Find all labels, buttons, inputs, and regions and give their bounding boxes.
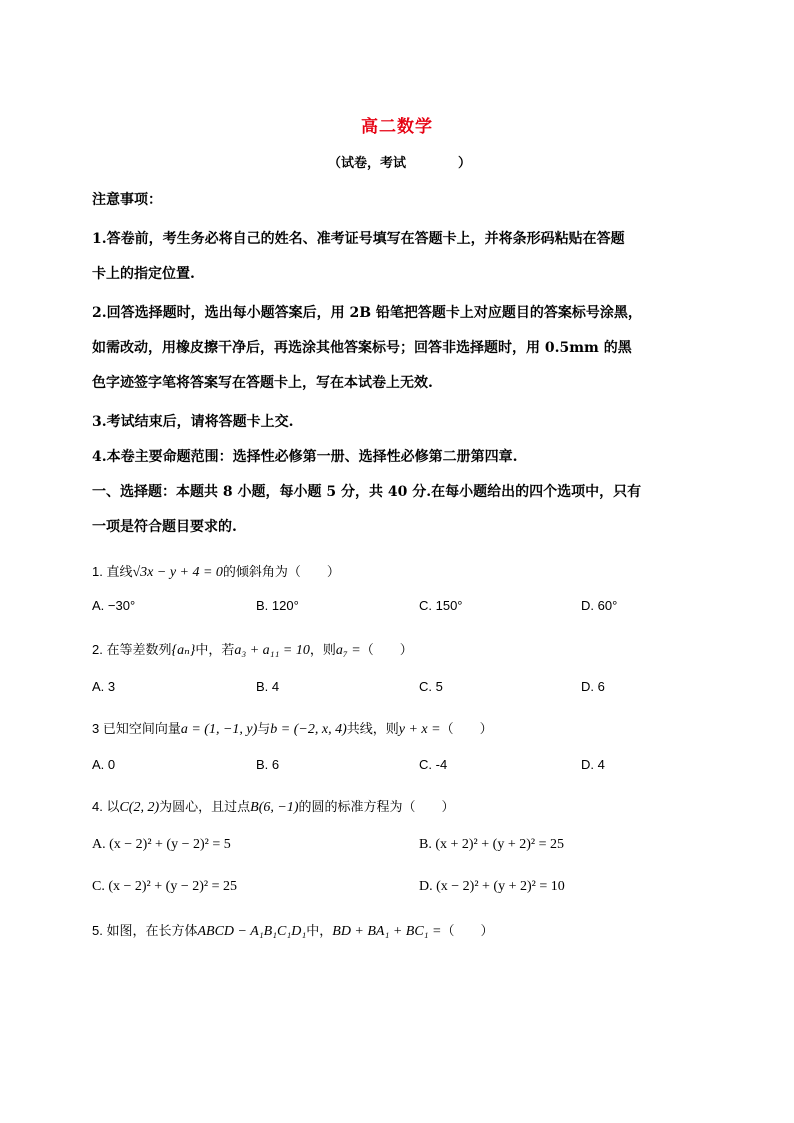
question-5 (92, 920, 494, 940)
option-d: D. 4 (581, 757, 605, 772)
question-formula: ABCD − A₁B₁C₁D₁ (197, 924, 307, 939)
option-d: D. (x − 2)² + (y + 2)² = 10 (419, 879, 565, 894)
section-instruction: 一、选择题：本题共 8 小题，每小题 5 分，共 40 分.在每小题给出的四个选项中，只有 (92, 484, 642, 500)
question-1 (92, 561, 340, 581)
question-formula: b = (−2, x, 4) (270, 722, 347, 737)
question-stem: 共线，则 (346, 721, 399, 736)
option-b: B. (x + 2)² + (y + 2)² = 25 (419, 837, 564, 852)
question-stem: 中，若 (195, 642, 235, 657)
option-a: A. 0 (92, 757, 116, 772)
question-stem: （ ） (441, 923, 494, 938)
question-formula: y + x = (398, 722, 441, 737)
option-b: B. 120° (256, 598, 299, 613)
page-subtitle (328, 152, 472, 171)
option-a: A. −30° (92, 598, 136, 613)
question-3 (92, 718, 493, 738)
question-formula: B(6, −1) (250, 800, 299, 815)
notice-heading: 注意事项： (92, 192, 162, 208)
option-c: C. (x − 2)² + (y − 2)² = 25 (92, 879, 237, 894)
option-a: A. (x − 2)² + (y − 2)² = 5 (92, 837, 231, 852)
question-stem: （ ） (440, 721, 493, 736)
question-formula: a = (1, −1, y) (180, 722, 258, 737)
option-b: B. 4 (256, 679, 280, 694)
notice-line: 卡上的指定位置. (92, 266, 195, 282)
question-stem: 与 (257, 721, 271, 736)
option-c: C. 5 (419, 679, 443, 694)
option-d: D. 6 (581, 679, 605, 694)
question-4 (92, 796, 455, 816)
option-b: B. 6 (256, 757, 280, 772)
question-stem: 的倾斜角为（ ） (222, 564, 340, 579)
question-stem: 为圆心，且过点 (159, 799, 251, 814)
notice-line: 4.本卷主要命题范围：选择性必修第一册、选择性必修第二册第四章. (92, 449, 518, 465)
question-formula: {aₙ} (171, 643, 196, 658)
page-title: 高二数学 (361, 117, 433, 137)
notice-line: 1.答卷前，考生务必将自己的姓名、准考证号填写在答题卡上，并将条形码粘贴在答题 (92, 231, 625, 247)
question-stem: ，则 (309, 642, 336, 657)
question-stem: 4. 以 (92, 799, 120, 814)
notice-line: 3.考试结束后，请将答题卡上交. (92, 414, 294, 430)
notice-line: 如需改动，用橡皮擦干净后，再选涂其他答案标号；回答非选择题时，用 0.5mm 的黑 (92, 340, 632, 356)
question-formula: C(2, 2) (119, 800, 160, 815)
question-stem: 2. 在等差数列 (92, 642, 172, 657)
subtitle-open: （试卷，考试 (328, 156, 407, 171)
question-formula: √3x − y + 4 = 0 (132, 565, 223, 580)
question-stem: 的圆的标准方程为（ ） (298, 799, 455, 814)
option-c: C. -4 (419, 757, 448, 772)
question-stem: 1. 直线 (92, 564, 133, 579)
question-formula: a₃ + a₁₁ = 10 (234, 643, 310, 658)
question-stem: （ ） (360, 642, 413, 657)
notice-line: 2.回答选择题时，选出每小题答案后，用 2B 铅笔把答题卡上对应题目的答案标号涂黑， (92, 305, 642, 321)
question-stem: 3 已知空间向量 (92, 721, 181, 736)
question-stem: 5. 如图，在长方体 (92, 923, 198, 938)
section-instruction: 一项是符合题目要求的. (92, 519, 237, 535)
subtitle-close: ） (458, 156, 472, 171)
question-formula: BD + BA₁ + BC₁ = (332, 924, 442, 939)
notice-line: 色字迹签字笔将答案写在答题卡上，写在本试卷上无效. (92, 375, 433, 391)
question-2 (92, 639, 413, 659)
option-a: A. 3 (92, 679, 116, 694)
question-formula: a₇ = (335, 643, 361, 658)
option-c: C. 150° (419, 598, 463, 613)
option-d: D. 60° (581, 598, 618, 613)
question-stem: 中， (306, 923, 333, 938)
